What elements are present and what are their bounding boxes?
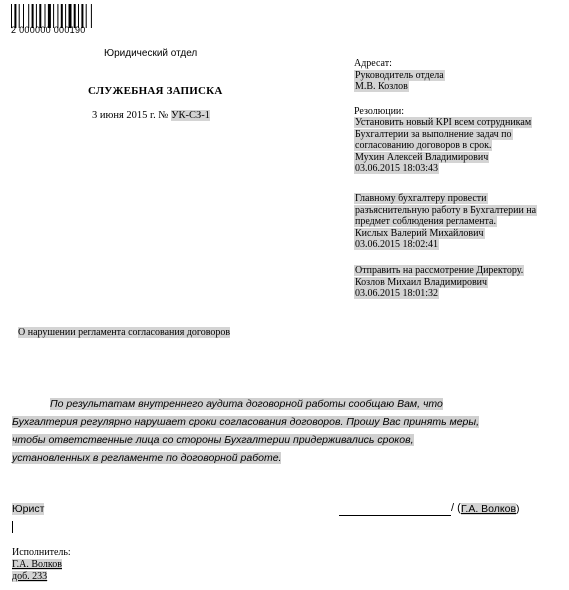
resolution-text-line: предмет соблюдения регламента. [355, 216, 496, 227]
resolution-author: Козлов Михаил Владимирович [355, 276, 488, 288]
signature-name-wrap [461, 503, 520, 515]
resolution-text-line: Главному бухгалтеру провести [355, 193, 487, 204]
resolutions-label: Резолюции: [354, 106, 405, 117]
addressee-label: Адресат: [354, 58, 392, 69]
resolution-text-line: Отправить на рассмотрение Директору. [355, 265, 524, 276]
signature-close: ) [516, 503, 520, 515]
executor-phone: доб. 233 [12, 571, 48, 582]
resolution-datetime: 03.06.2015 18:01:32 [355, 288, 439, 299]
signature-position: Юрист [12, 503, 45, 515]
text-cursor [12, 521, 13, 533]
department-label: Юридический отдел [104, 48, 198, 59]
resolution-datetime: 03.06.2015 18:02:41 [355, 239, 439, 250]
body-line: установленных в регламенте по договорной работе. [12, 452, 282, 464]
resolution-text-line: Установить новый KPI всем сотрудникам [355, 117, 532, 128]
resolution-datetime: 03.06.2015 18:03:43 [355, 163, 439, 174]
body-line: Бухгалтерия регулярно нарушает сроки согласования договоров. Прошу Вас принять меры, [12, 416, 480, 428]
document-number: УК-СЗ-1 [171, 110, 211, 121]
resolution-3 [354, 265, 524, 300]
signature-name: Г.А. Волков [461, 503, 517, 515]
resolution-text-line: разъяснительную работу в Бухгалтерии на [355, 204, 537, 216]
document-date-text: 3 июня 2015 г. № [92, 110, 169, 121]
executor-label: Исполнитель: [12, 547, 71, 558]
resolution-author: Кислых Валерий Михайлович [355, 227, 484, 239]
body-line: По результатам внутреннего аудита договорной работы сообщаю Вам, что [50, 398, 443, 410]
signature-line [339, 503, 451, 516]
resolution-text-line: согласованию договоров в срок. [355, 140, 492, 151]
addressee-name: М.В. Козлов [355, 81, 408, 92]
memo-subject: О нарушении регламента согласования договоров [18, 327, 231, 338]
resolution-2 [354, 193, 537, 251]
barcode-number: 2 000000 000190 [11, 25, 86, 35]
addressee-block [354, 58, 445, 93]
signature-open: / ( [451, 502, 461, 514]
executor-name: Г.А. Волков [12, 559, 62, 570]
addressee-position: Руководитель отдела [355, 69, 444, 81]
resolution-text-line: Бухгалтерии за выполнение задач по [355, 128, 512, 140]
resolution-1 [354, 117, 532, 175]
memo-body[interactable] [12, 395, 538, 467]
document-title: СЛУЖЕБНАЯ ЗАПИСКА [88, 85, 223, 97]
document-date [92, 110, 210, 121]
resolution-author: Мухин Алексей Владимирович [355, 151, 489, 163]
body-line: чтобы ответственные лица со стороны Бухгалтерии придерживались сроков, [12, 434, 414, 446]
